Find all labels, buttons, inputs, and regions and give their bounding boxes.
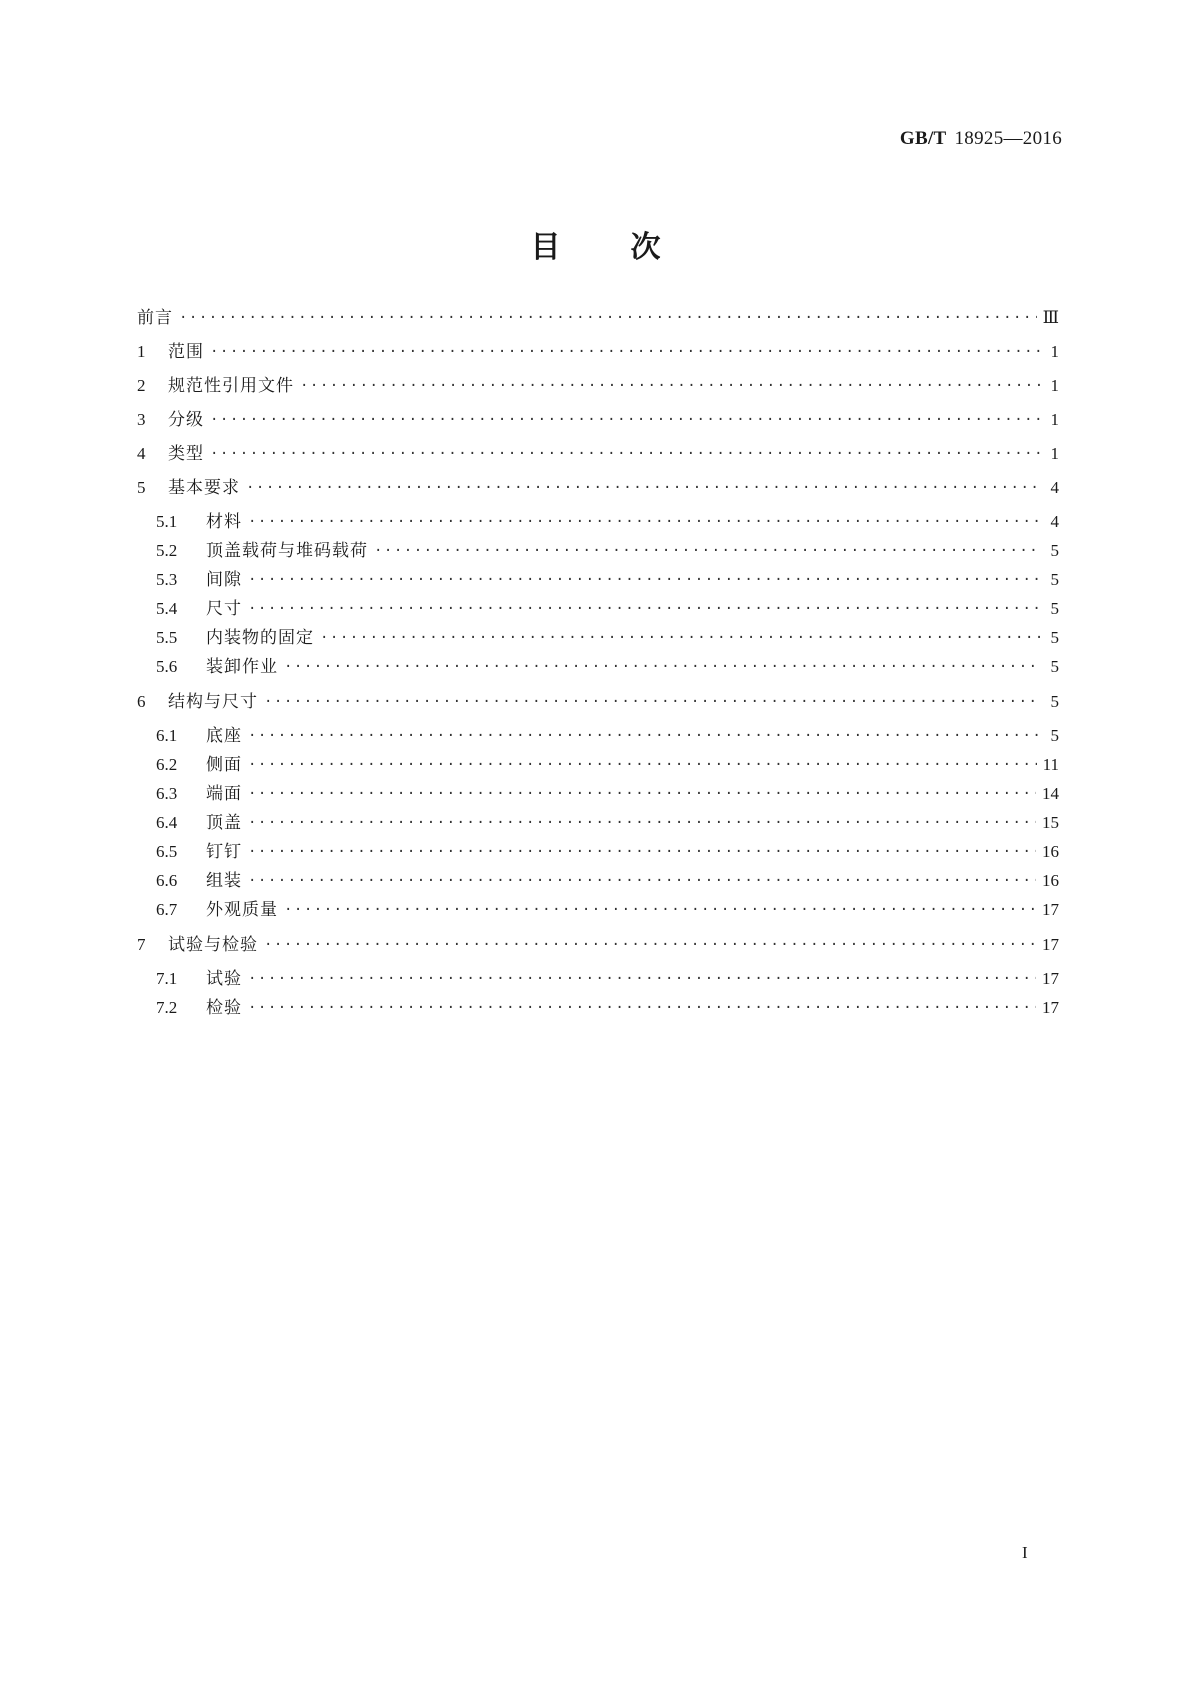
toc-entry-page: 5	[1050, 570, 1059, 589]
toc-dot-leader	[300, 374, 1041, 398]
toc-entry-page: 5	[1050, 657, 1059, 676]
toc-entry[interactable]	[156, 626, 1059, 650]
toc-entry-page: 1	[1050, 342, 1059, 361]
toc-entry-page: 17	[1042, 969, 1059, 988]
page-number: I	[1022, 1543, 1028, 1562]
toc-entry[interactable]	[156, 996, 1059, 1020]
toc-dot-leader	[248, 782, 1036, 806]
toc-entry-label: 范围	[168, 342, 204, 362]
toc-entry[interactable]	[156, 539, 1059, 563]
toc-entry[interactable]	[156, 811, 1059, 835]
toc-dot-leader	[248, 967, 1036, 991]
toc-dot-leader	[374, 539, 1041, 563]
toc-entry-page: 17	[1042, 998, 1059, 1017]
toc-entry-number: 3	[137, 410, 146, 429]
toc-entry-label: 类型	[168, 444, 204, 464]
toc-entry-page: 5	[1050, 599, 1059, 618]
toc-entry-page: 16	[1042, 842, 1059, 861]
toc-entry-page: 5	[1050, 541, 1059, 560]
toc-entry-number: 5	[137, 478, 146, 497]
toc-entry-label: 间隙	[206, 570, 242, 590]
toc-entry-label: 分级	[168, 410, 204, 430]
toc-dot-leader	[320, 626, 1041, 650]
toc-entry-label: 试验与检验	[168, 935, 258, 955]
toc-entry-number: 6.5	[156, 842, 178, 861]
toc-entry[interactable]	[156, 724, 1059, 748]
toc-entry-number: 7	[137, 935, 146, 954]
toc-entry-page: 4	[1050, 512, 1059, 531]
toc-entry-number: 6.7	[156, 900, 178, 919]
toc-dot-leader	[248, 996, 1036, 1020]
toc-entry[interactable]	[137, 933, 1059, 957]
toc-entry-label: 顶盖	[206, 813, 242, 833]
toc-entry-label: 检验	[206, 998, 242, 1018]
toc-entry-label: 基本要求	[168, 478, 240, 498]
toc-entry[interactable]	[137, 340, 1059, 364]
toc-entry[interactable]	[137, 690, 1059, 714]
toc-entry[interactable]	[156, 869, 1059, 893]
toc-dot-leader	[248, 724, 1041, 748]
toc-dot-leader	[248, 811, 1036, 835]
toc-entry-label: 内装物的固定	[206, 628, 314, 648]
toc-entry[interactable]	[156, 597, 1059, 621]
toc-entry-number: 6.4	[156, 813, 178, 832]
toc-entry[interactable]	[156, 898, 1059, 922]
toc-entry-label: 顶盖载荷与堆码载荷	[206, 541, 368, 561]
toc-entry-label: 组装	[206, 871, 242, 891]
toc-entry[interactable]	[156, 655, 1059, 679]
toc-entry[interactable]	[156, 510, 1059, 534]
toc-entry-label: 前言	[137, 308, 173, 328]
toc-entry-number: 4	[137, 444, 146, 463]
toc-entry-page: 16	[1042, 871, 1059, 890]
toc-entry[interactable]	[137, 306, 1059, 330]
toc-dot-leader	[284, 898, 1036, 922]
toc-entry-number: 6.2	[156, 755, 178, 774]
toc-entry[interactable]	[137, 408, 1059, 432]
toc-dot-leader	[210, 340, 1041, 364]
toc-dot-leader	[264, 690, 1041, 714]
toc-entry[interactable]	[137, 442, 1059, 466]
toc-dot-leader	[210, 442, 1041, 466]
toc-entry[interactable]	[137, 374, 1059, 398]
toc-dot-leader	[248, 869, 1036, 893]
toc-entry-number: 1	[137, 342, 146, 361]
toc-entry-page: 5	[1050, 692, 1059, 711]
toc-entry-number: 5.1	[156, 512, 178, 531]
toc-entry-number: 6.6	[156, 871, 178, 890]
toc-entry-number: 6.1	[156, 726, 178, 745]
toc-entry-label: 端面	[206, 784, 242, 804]
toc-dot-leader	[248, 568, 1041, 592]
toc-entry-label: 钉钉	[206, 842, 242, 862]
toc-entry-label: 底座	[206, 726, 242, 746]
toc-entry-number: 6	[137, 692, 146, 711]
toc-entry-number: 5.5	[156, 628, 178, 647]
toc-entry-page: 15	[1042, 813, 1059, 832]
toc-entry-label: 规范性引用文件	[168, 376, 294, 396]
toc-entry-label: 试验	[206, 969, 242, 989]
toc-entry-number: 6.3	[156, 784, 178, 803]
toc-entry[interactable]	[137, 476, 1059, 500]
toc-entry-page: 14	[1042, 784, 1059, 803]
toc-entry-number: 5.6	[156, 657, 178, 676]
toc-entry[interactable]	[156, 840, 1059, 864]
toc-entry-page: 17	[1042, 935, 1059, 954]
toc-entry-page: 4	[1050, 478, 1059, 497]
page-title: 目次	[530, 230, 731, 265]
toc-entry-page: 1	[1050, 444, 1059, 463]
toc-entry-page: 5	[1050, 726, 1059, 745]
toc-entry-page: 1	[1050, 376, 1059, 395]
toc-entry-page: Ⅲ	[1042, 308, 1059, 327]
toc-entry-page: 5	[1050, 628, 1059, 647]
toc-entry[interactable]	[156, 568, 1059, 592]
toc-dot-leader	[246, 476, 1041, 500]
toc-entry[interactable]	[156, 782, 1059, 806]
toc-entry-number: 7.2	[156, 998, 178, 1017]
toc-entry-number: 2	[137, 376, 146, 395]
toc-entry-label: 装卸作业	[206, 657, 278, 677]
toc-entry-label: 尺寸	[206, 599, 242, 619]
toc-entry-page: 17	[1042, 900, 1059, 919]
toc-dot-leader	[248, 597, 1041, 621]
toc-dot-leader	[284, 655, 1041, 679]
toc-dot-leader	[248, 753, 1037, 777]
toc-entry[interactable]	[156, 967, 1059, 991]
toc-dot-leader	[210, 408, 1041, 432]
toc-entry-number: 7.1	[156, 969, 178, 988]
toc-entry-label: 外观质量	[206, 900, 278, 920]
toc-entry[interactable]	[156, 753, 1059, 777]
toc-entry-label: 结构与尺寸	[168, 692, 258, 712]
toc-entry-page: 1	[1050, 410, 1059, 429]
toc-entry-page: 11	[1042, 755, 1059, 774]
toc-dot-leader	[264, 933, 1036, 957]
toc-entry-number: 5.3	[156, 570, 178, 589]
toc-entry-label: 侧面	[206, 755, 242, 775]
toc-dot-leader	[248, 510, 1041, 534]
toc-entry-number: 5.4	[156, 599, 178, 618]
toc-entry-label: 材料	[206, 512, 242, 532]
standard-number: 18925—2016	[954, 128, 1062, 149]
toc-entry-number: 5.2	[156, 541, 178, 560]
toc-dot-leader	[179, 306, 1037, 330]
standard-prefix: GB/T	[899, 128, 947, 149]
toc-dot-leader	[248, 840, 1036, 864]
